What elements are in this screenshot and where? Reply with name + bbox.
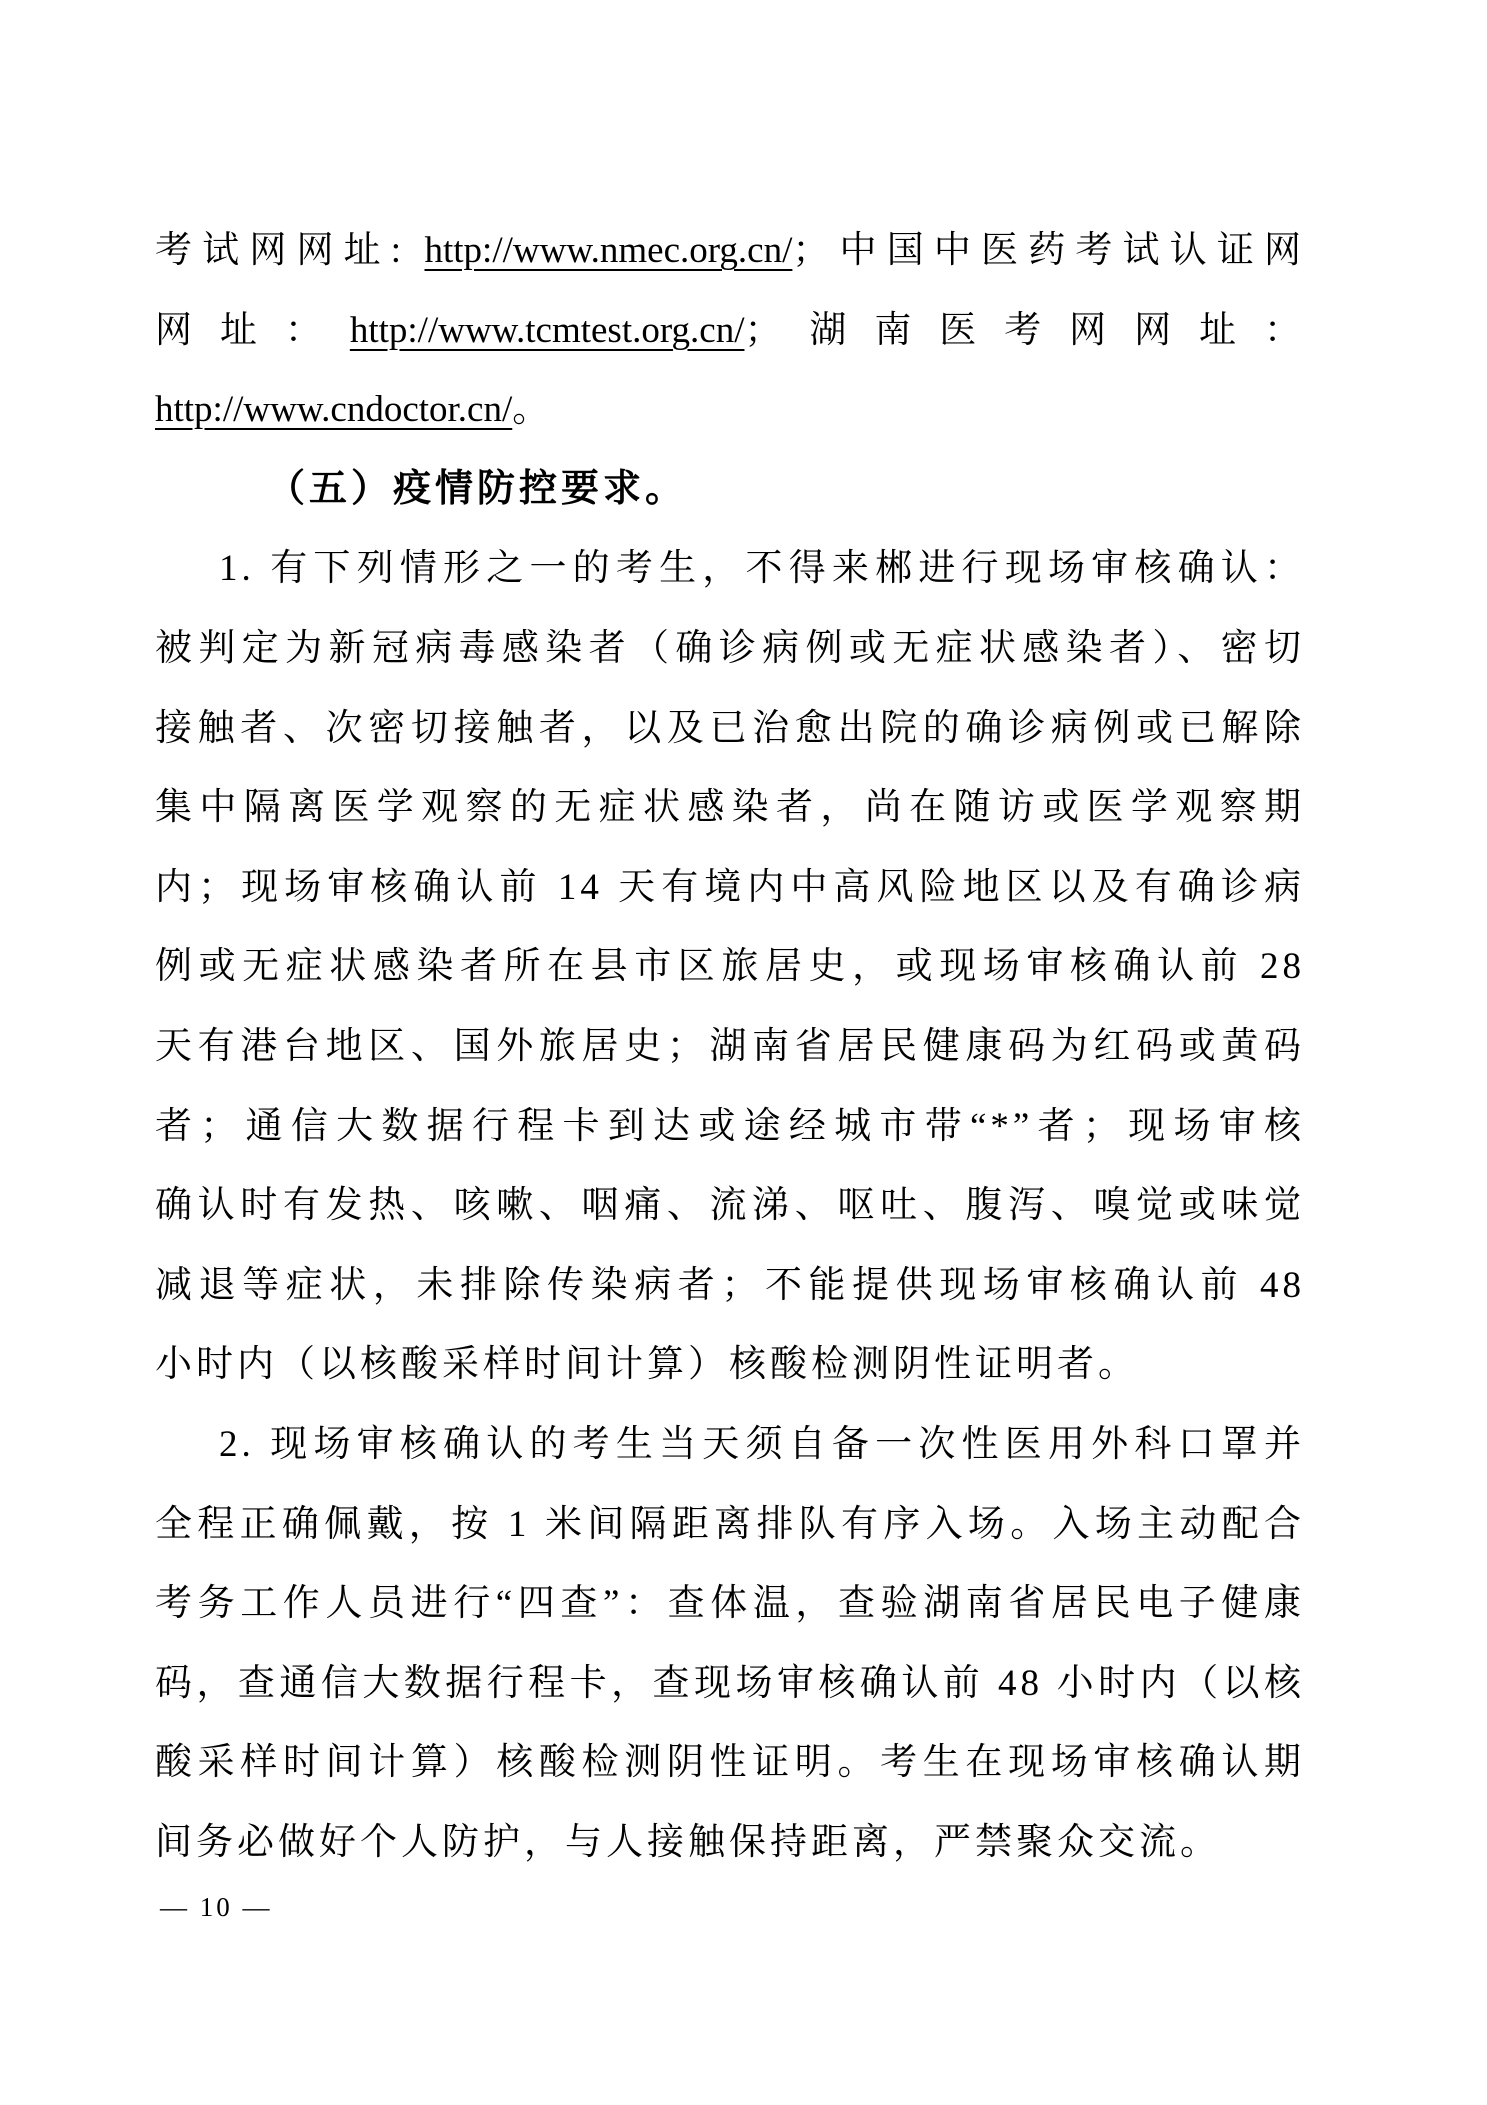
- doc-line-url-cndoctor: [155, 370, 1305, 450]
- doc-line: 天有港台地区、国外旅居史；湖南省居民健康码为红码或黄码: [155, 1025, 1305, 1067]
- tcmtest-url-link[interactable]: http://www.tcmtest.org.cn/: [349, 309, 745, 351]
- cndoctor-url-link[interactable]: http://www.cndoctor.cn/: [155, 389, 513, 431]
- doc-line: 码，查通信大数据行程卡，查现场审核确认前 48 小时内（以核: [155, 1662, 1305, 1704]
- doc-line: 酸采样时间计算）核酸检测阴性证明。考生在现场审核确认期: [155, 1742, 1305, 1784]
- doc-line: 集中隔离医学观察的无症状感染者，尚在随访或医学观察期: [155, 787, 1305, 829]
- doc-line: 2. 现场审核确认的考生当天须自备一次性医用外科口罩并: [219, 1423, 1305, 1465]
- doc-line: 考务工作人员进行“四查”：查体温，查验湖南省居民电子健康: [155, 1583, 1305, 1625]
- doc-line-url-nmec: [155, 211, 1305, 291]
- doc-line-url-tcmtest: [155, 291, 1305, 371]
- document-body: [155, 211, 1305, 1882]
- doc-line: 内；现场审核确认前 14 天有境内中高风险地区以及有确诊病: [155, 866, 1305, 908]
- nmec-url-link[interactable]: http://www.nmec.org.cn/: [424, 230, 793, 271]
- doc-line: 1. 有下列情形之一的考生，不得来郴进行现场审核确认：: [219, 548, 1305, 590]
- doc-line: 全程正确佩戴，按 1 米间隔距离排队有序入场。入场主动配合: [155, 1503, 1305, 1545]
- line-suffix: ；中国中医药考试认证网: [792, 230, 1306, 271]
- doc-line: 确认时有发热、咳嗽、咽痛、流涕、呕吐、腹泻、嗅觉或味觉: [155, 1185, 1305, 1227]
- doc-line: 减退等症状，未排除传染病者；不能提供现场审核确认前 48: [155, 1264, 1305, 1306]
- doc-line: 小时内（以核酸采样时间计算）核酸检测阴性证明者。: [155, 1344, 1139, 1386]
- doc-line: 被判定为新冠病毒感染者（确诊病例或无症状感染者）、密切: [155, 627, 1305, 669]
- line-prefix: 考试网网址:: [155, 230, 425, 271]
- doc-line: 例或无症状感染者所在县市区旅居史，或现场审核确认前 28: [155, 946, 1305, 988]
- line-suffix: 。: [512, 389, 554, 431]
- page-number: — 10 —: [160, 1892, 273, 1922]
- doc-line: 接触者、次密切接触者，以及已治愈出院的确诊病例或已解除: [155, 707, 1305, 749]
- line-prefix: 网址：: [155, 309, 350, 351]
- doc-line: 间务必做好个人防护，与人接触保持距离，严禁聚众交流。: [155, 1821, 1221, 1863]
- doc-line: 者；通信大数据行程卡到达或途经城市带“*”者；现场审核: [155, 1105, 1305, 1147]
- section-heading: （五）疫情防控要求。: [267, 467, 688, 510]
- line-suffix: ；湖南医考网网址：: [744, 309, 1306, 351]
